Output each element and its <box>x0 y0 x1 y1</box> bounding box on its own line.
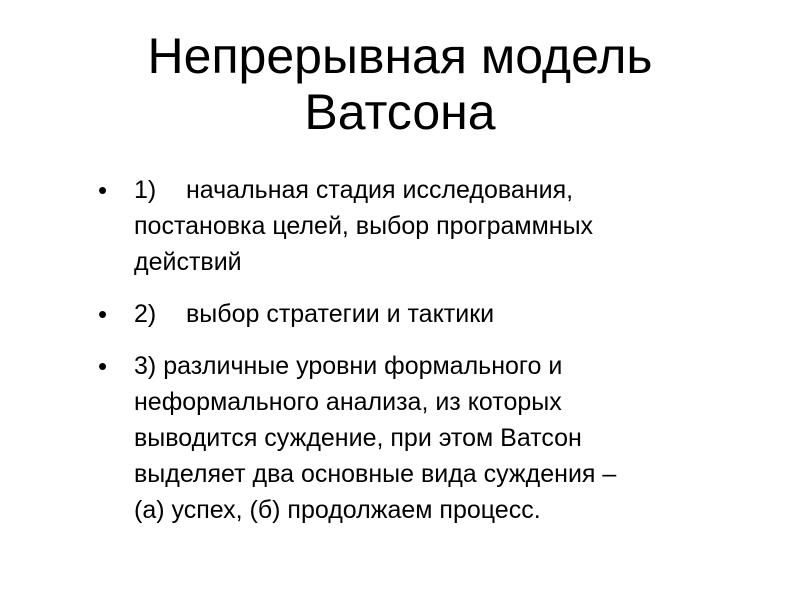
item-text-line: выводится суждение, при этом Ватсон <box>134 424 582 452</box>
item-text-line: различные уровни формального и <box>163 352 563 380</box>
bullet-icon: • <box>98 175 108 205</box>
item-number: 1) <box>134 176 157 204</box>
item-text-line: (а) успех, (б) продолжаем процесс. <box>134 496 541 524</box>
item-text-line: действий <box>134 248 242 276</box>
title-line-1: Непрерывная модель <box>147 28 653 84</box>
bullet-item-2 <box>92 296 732 332</box>
item-text-line: неформального анализа, из которых <box>134 388 562 416</box>
bullet-item-1 <box>92 172 732 280</box>
item-number: 2) <box>134 300 157 328</box>
bullet-icon: • <box>98 299 108 329</box>
item-text-line: выделяет два основные вида суждения – <box>134 460 617 488</box>
bullet-item-3 <box>92 348 732 528</box>
item-number: 3) <box>134 352 157 380</box>
item-text-line: начальная стадия исследования, <box>186 176 574 204</box>
item-text-line: постановка целей, выбор программных <box>134 212 594 240</box>
title-line-2: Ватсона <box>304 84 496 140</box>
bullet-list <box>92 172 732 544</box>
item-text-line: выбор стратегии и тактики <box>186 300 495 328</box>
bullet-icon: • <box>98 351 108 381</box>
slide-title <box>40 28 760 140</box>
